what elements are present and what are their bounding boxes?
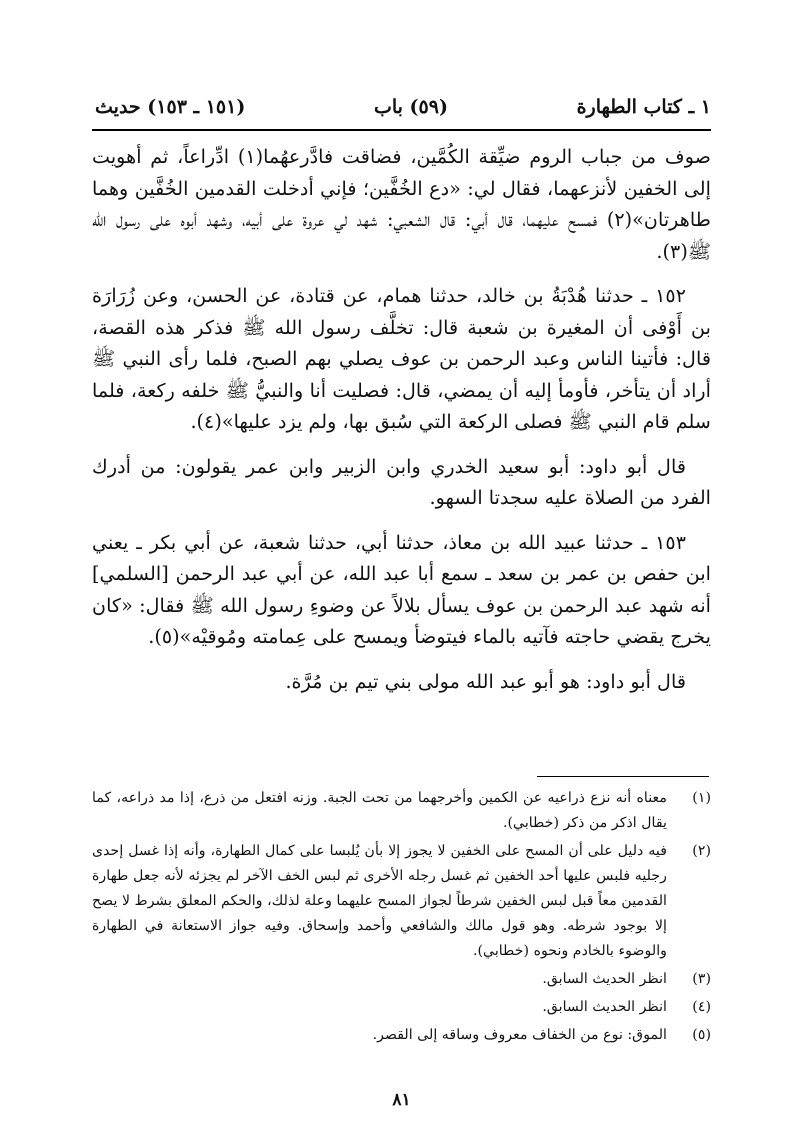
abu-dawud-comment-2: قال أبو داود: هو أبو عبد الله مولى بني تيم بن مُرَّة. (285, 669, 686, 693)
footnote-number: (١) (692, 790, 711, 806)
header-hadith-range: (١٥١ ـ ١٥٣) حديث (95, 96, 246, 118)
footnote-number: (٢) (692, 843, 711, 859)
footnote-5 (92, 1023, 711, 1048)
footnote-2 (92, 839, 711, 964)
footnote-text: انظر الحديث السابق. (542, 999, 667, 1015)
footnote-text: معناه أنه نزع ذراعيه عن الكمين وأخرجهما من تحت الجبة. وزنه افتعل من ذرع، إذا مد ذراعه، كما يقال اذكر من ذكر (خطابي). (92, 790, 667, 831)
hadith-152: ١٥٢ ـ حدثنا هُدْبَةُ بن خالد، حدثنا همام، عن قتادة، عن الحسن، وعن زُرَارَة بن أَوْفى أن المغيرة بن شعبة قال: تخلَّف رسول الله ﷺ فذكر هذه القصة، قال: فأتينا الناس وعبد الرحمن بن عوف يصلي بهم الصبح، فلما رأى النبي ﷺ أراد أن يتأخر، فأومأ إليه أن يمضي، قال: فصليت أنا والنبيُّ ﷺ خلفه ركعة، فلما سلم قام النبي ﷺ فصلى الركعة التي سُبق بها، ولم يزد عليها»(٤). (92, 284, 711, 433)
footnote-text: انظر الحديث السابق. (542, 971, 667, 987)
header-book-title: ١ ـ كتاب الطهارة (576, 96, 711, 118)
header-chapter: (٥٩) باب (373, 96, 448, 118)
running-header (95, 90, 711, 124)
footnote-3 (92, 967, 711, 992)
page-number: ٨١ (392, 1090, 411, 1110)
footnote-text: الموق: نوع من الخفاف معروف وساقه إلى القصر. (372, 1027, 667, 1043)
header-divider (92, 129, 711, 131)
main-text (92, 141, 711, 710)
footnote-number: (٣) (692, 971, 711, 987)
abu-dawud-comment-1: قال أبو داود: أبو سعيد الخدري وابن الزبير وابن عمر يقولون: من أدرك الفرد من الصلاة عليه سجدتا السهو. (92, 454, 711, 509)
footnote-1 (92, 786, 711, 836)
paragraph-continuation: صوف من جباب الروم ضيِّقة الكُمَّين، فضاقت فادَّرعهُما(١) ادِّراعاً، ثم أهويت إلى الخفين لأنزعهما، فقال لي: «دع الخُفَّين؛ فإني أدخلت القدمين الخُفَّين وهما طاهرتان»(٢) فمسح عليهما، قال أبي: قال الشعبي: شهد لي عروة على أبيه، وشهد أبوه على رسول الله ﷺ(٣). (92, 145, 712, 263)
footnote-4 (92, 995, 711, 1020)
hadith-153: ١٥٣ ـ حدثنا عبيد الله بن معاذ، حدثنا أبي، حدثنا شعبة، عن أبي بكر ـ يعني ابن حفص بن عمر بن سعد ـ سمع أبا عبد الله، عن أبي عبد الرحمن [السلمي] أنه شهد عبد الرحمن بن عوف يسأل بلالاً عن وضوءِ رسول الله ﷺ فقال: «كان يخرج يقضي حاجته فآتيه بالماء فيتوضأ ويمسح على عِمامته ومُوقيْه»(٥). (92, 530, 711, 648)
footnote-text: فيه دليل على أن المسح على الخفين لا يجوز إلا بأن يُلبسا على كمال الطهارة، وأنه إذا غسل إحدى رجليه فلبس عليها أحد الخفين ثم غسل رجله الأخرى ثم لبس الخف الآخر لم يجزئه لأنه جعل طهارة القدمين معاً قبل لبس الخفين شرطاً لجواز المسح عليهما وعلة لذلك، والحكم المعلق بشرط لا يصح إلا بوجود شرطه. وهو قول مالك والشافعي وأحمد وإسحاق. وفيه جواز الاستعانة في الطهارة والوضوء بالخادم ونحوه (خطابي). (92, 843, 667, 959)
footnote-number: (٥) (692, 1027, 711, 1043)
footnote-number: (٤) (692, 999, 711, 1015)
footnote-divider (537, 776, 709, 777)
footnotes (92, 786, 711, 1051)
